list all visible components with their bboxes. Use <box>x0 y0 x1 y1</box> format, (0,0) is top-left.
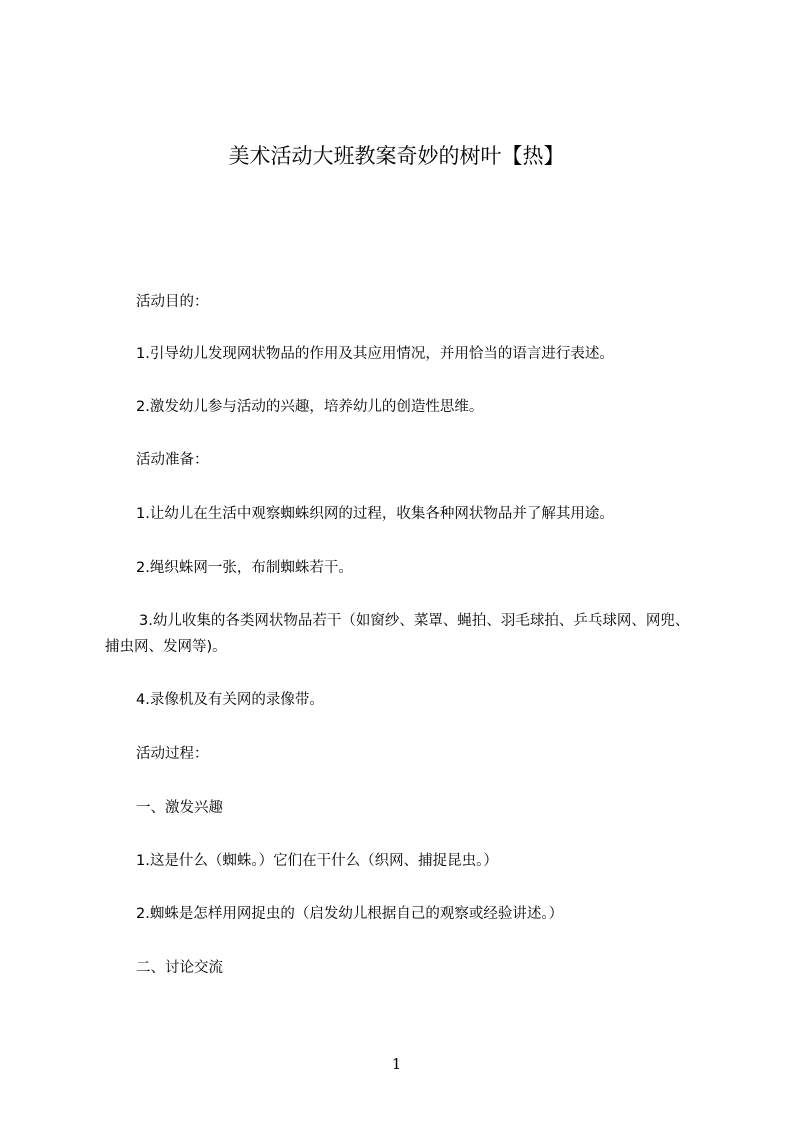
process-step-2-heading: 二、讨论交流 <box>136 960 223 976</box>
section-heading-objectives: 活动目的： <box>136 294 209 310</box>
process-step-1-item-1: 1.这是什么（蜘蛛。）它们在干什么（织网、捕捉昆虫。） <box>136 853 498 869</box>
section-heading-process: 活动过程： <box>136 746 209 762</box>
preparation-item-3: 3.幼儿收集的各类网状物品若干（如窗纱、菜罩、蝇拍、羽毛球拍、乒乓球网、网兜、捕虫网、发网等)。 <box>105 613 690 655</box>
section-heading-preparation: 活动准备： <box>136 452 209 468</box>
process-step-1-item-2: 2.蜘蛛是怎样用网捉虫的（启发幼儿根据自己的观察或经验讲述。） <box>136 906 564 922</box>
process-step-1-heading: 一、激发兴趣 <box>136 800 223 816</box>
page-number: 1 <box>391 1055 402 1073</box>
preparation-item-2: 2.绳织蛛网一张，布制蜘蛛若干。 <box>136 560 353 576</box>
objective-item-2: 2.激发幼儿参与活动的兴趣，培养幼儿的创造性思维。 <box>136 399 484 415</box>
preparation-item-1: 1.让幼儿在生活中观察蜘蛛织网的过程，收集各种网状物品并了解其用途。 <box>136 506 614 522</box>
document-title: 美术活动大班教案奇妙的树叶【热】 <box>228 144 565 168</box>
objective-item-1: 1.引导幼儿发现网状物品的作用及其应用情况，并用恰当的语言进行表述。 <box>136 346 614 362</box>
preparation-item-4: 4.录像机及有关网的录像带。 <box>136 692 324 708</box>
